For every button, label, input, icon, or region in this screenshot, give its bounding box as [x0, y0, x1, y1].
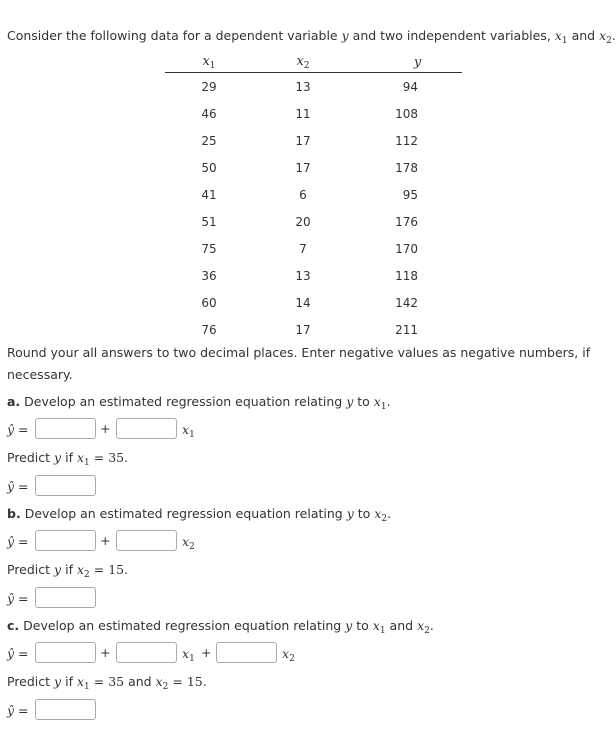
part-c-prediction-label: ŷ =	[7, 703, 29, 718]
intro-x2: $x_2$	[599, 28, 612, 46]
part-c-yhat-label: ŷ =	[7, 646, 29, 661]
table-row: 36 13 118	[201, 268, 418, 283]
intro-lead: Consider the following data for a dependent variable	[7, 28, 338, 43]
intro-text	[7, 28, 616, 46]
header-x2: $x_2$	[253, 52, 353, 73]
part-a-prediction-label: ŷ =	[7, 479, 29, 494]
table-row: 29 13 94	[201, 79, 418, 94]
part-a-question: a. Develop an estimated regression equation relating y to $x_1$.	[7, 394, 391, 412]
table-row: 25 17 112	[201, 133, 418, 148]
part-a-yhat-label: ŷ =	[7, 422, 29, 437]
part-b-intercept-input[interactable]	[35, 530, 96, 551]
table-row: 60 14 142	[201, 295, 418, 310]
intro-x1: $x_1$	[554, 28, 568, 46]
part-b-predict: Predict y if $x_2 = 15$.	[7, 562, 129, 580]
part-c-slope1-input[interactable]	[116, 642, 177, 663]
part-c-label: c.	[7, 618, 20, 633]
part-b-slope-input[interactable]	[116, 530, 177, 551]
table-row: 41 6 95	[201, 187, 418, 202]
part-a-x1: $x_1$	[182, 422, 195, 440]
table-row: 76 17 211	[201, 322, 418, 337]
part-b-x2: $x_2$	[182, 534, 195, 552]
intro-end: .	[611, 28, 616, 43]
part-c-x2: $x_2$	[282, 646, 295, 664]
part-a-label: a.	[7, 394, 21, 409]
part-c-intercept-input[interactable]	[35, 642, 96, 663]
part-a-predict: Predict y if $x_1 = 35$.	[7, 450, 129, 468]
plus-sign: +	[100, 645, 111, 660]
table-row: 51 20 176	[201, 214, 418, 229]
part-c-predict: Predict y if $x_1 = 35$ and $x_2 = 15$.	[7, 674, 207, 692]
part-a-prediction-input[interactable]	[35, 475, 96, 496]
table-row: 46 11 108	[201, 106, 418, 121]
part-b-question: b. Develop an estimated regression equation relating y to $x_2$.	[7, 506, 392, 524]
intro-and: and	[571, 28, 596, 43]
part-b-label: b.	[7, 506, 21, 521]
header-x1: $x_1$	[165, 52, 253, 73]
part-b-prediction-input[interactable]	[35, 587, 96, 608]
part-c-prediction-input[interactable]	[35, 699, 96, 720]
plus-sign: +	[100, 533, 111, 548]
table-header-row	[165, 52, 462, 73]
intro-y: y	[341, 28, 349, 43]
part-b-prediction-label: ŷ =	[7, 591, 29, 606]
table-row: 50 17 178	[201, 160, 418, 175]
part-a-intercept-input[interactable]	[35, 418, 96, 439]
table-row: 75 7 170	[201, 241, 418, 256]
part-c-slope2-input[interactable]	[216, 642, 277, 663]
plus-sign: +	[100, 421, 111, 436]
part-b-yhat-label: ŷ =	[7, 534, 29, 549]
instructions-line1: Round your all answers to two decimal places. Enter negative values as negative numbers, if	[7, 345, 591, 360]
data-table	[165, 52, 462, 343]
part-c-x1: $x_1$	[182, 646, 195, 664]
intro-mid: and two independent variables,	[352, 28, 551, 43]
header-y: y	[353, 52, 462, 73]
instructions-line2: necessary.	[7, 367, 73, 382]
part-c-question: c. Develop an estimated regression equation relating y to $x_1$ and $x_2$.	[7, 618, 434, 636]
plus-sign: +	[201, 645, 212, 660]
part-a-slope-input[interactable]	[116, 418, 177, 439]
